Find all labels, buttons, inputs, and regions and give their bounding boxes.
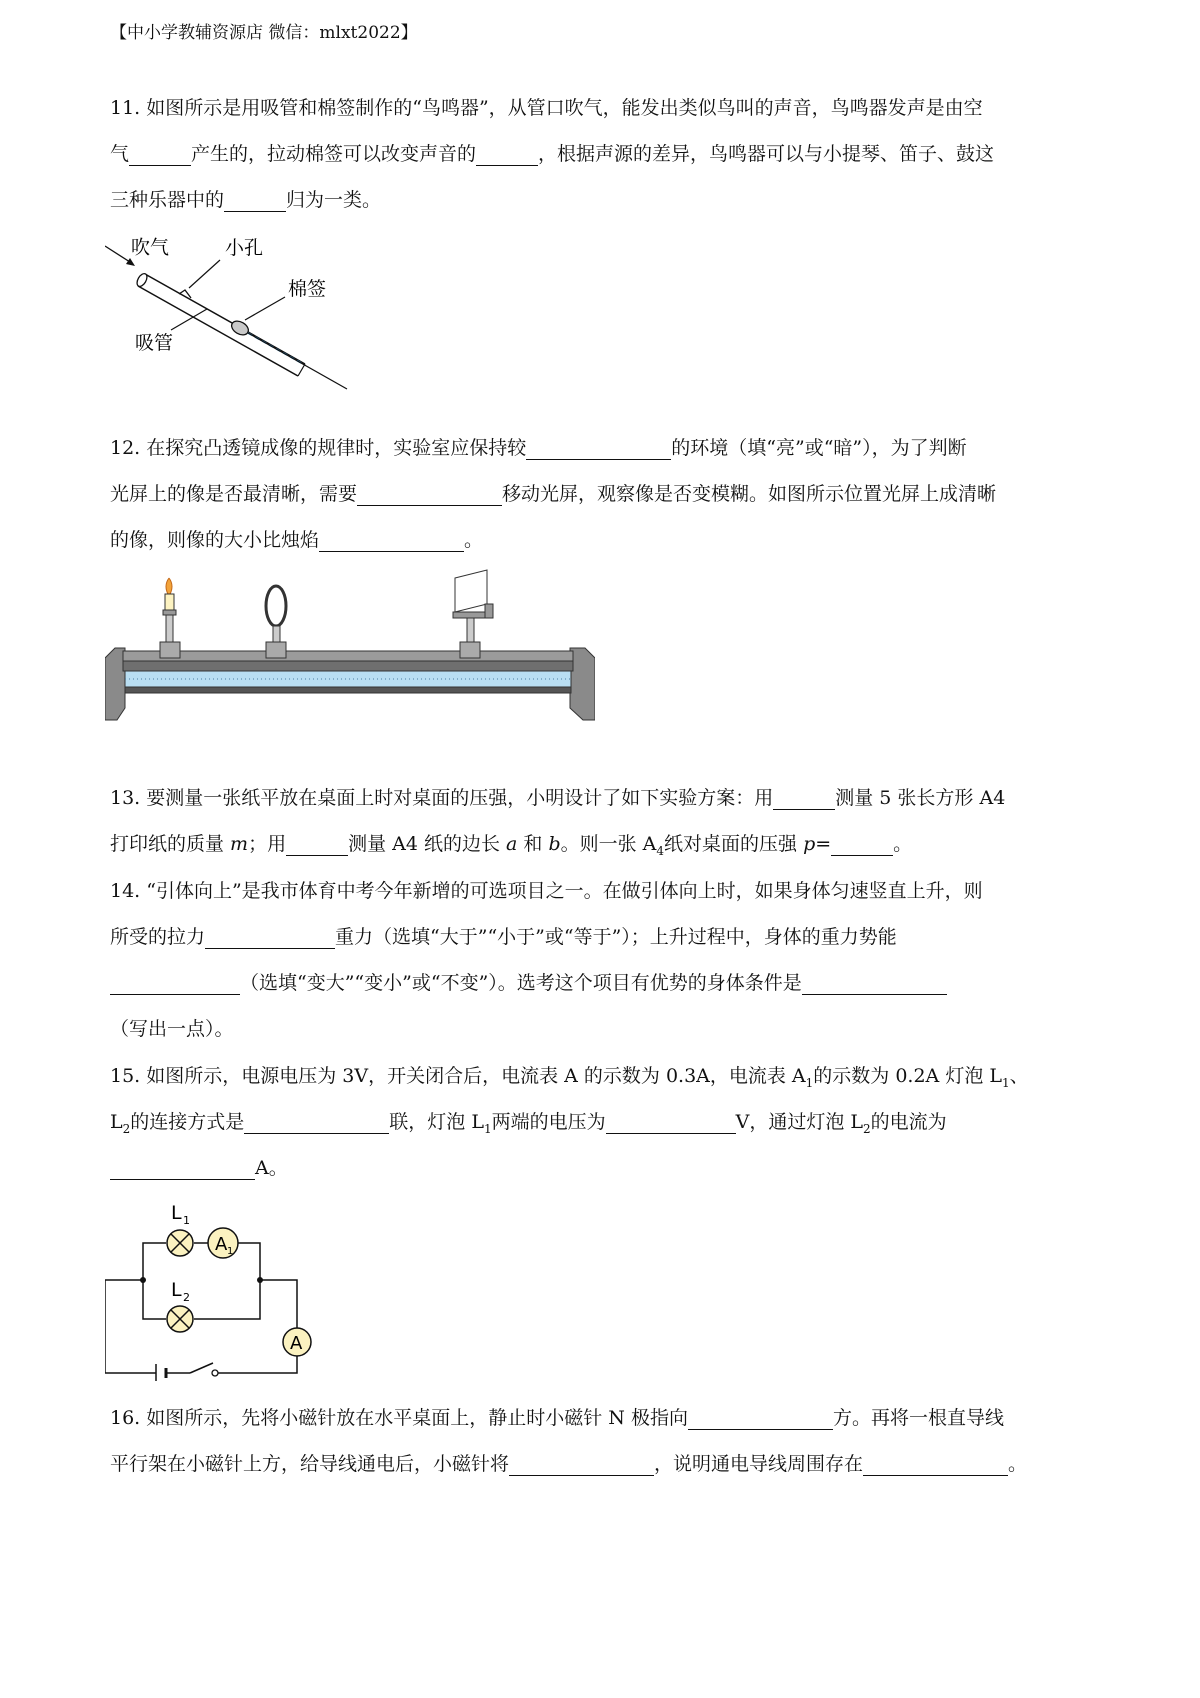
answer-blank[interactable] [357,475,502,506]
q14-line4: （写出一点）。 [110,1018,234,1040]
label-l1 [171,1202,190,1227]
answer-blank[interactable] [244,1103,389,1134]
optical-bench-rail [105,648,595,720]
circuit-figure [105,1196,345,1381]
q15-line3: A。 [110,1145,1100,1191]
answer-blank[interactable] [526,429,671,460]
lamp-l2-icon [167,1306,193,1332]
question-12 [110,425,1100,563]
switch-icon [190,1363,218,1376]
q12-line1: 12. 在探究凸透镜成像的规律时，实验室应保持较 的环境（填“亮”或“暗”），为了判断 [110,425,1100,471]
q15-line1: 15. 如图所示，电源电压为 3V，开关闭合后，电流表 A 的示数为 0.3A，电流表 $A_1$的示数为 0.2A 灯泡 $L_1$、 [110,1065,1029,1090]
answer-blank[interactable] [773,779,835,810]
q13-line1: 13. 要测量一张纸平放在桌面上时对桌面的压强，小明设计了如下实验方案：用 测量 5 张长方形 A4 [110,775,1100,821]
convex-lens-icon [266,586,286,658]
answer-blank[interactable] [476,135,538,166]
optical-bench-figure [105,568,595,723]
ammeter-a-icon [283,1328,311,1356]
answer-blank[interactable] [286,825,348,856]
svg-text:1: 1 [227,1246,234,1257]
svg-text:2: 2 [183,1291,190,1304]
label-blow: 吹气 [131,236,170,259]
bird-whistle-figure [105,232,405,422]
battery-icon [156,1364,166,1381]
label-l2 [171,1279,190,1304]
svg-text:A: A [290,1333,303,1354]
question-16 [110,1395,1100,1487]
junction-dot [140,1277,146,1283]
label-straw: 吸管 [135,332,174,354]
q11-line1: 11. 如图所示是用吸管和棉签制作的“鸟鸣器”，从管口吹气，能发出类似鸟叫的声音，鸟鸣器发声是由空 [110,97,983,119]
label-swab: 棉签 [288,278,327,300]
answer-blank[interactable] [205,918,335,949]
ammeter-a1-icon [208,1228,238,1258]
svg-text:L: L [171,1279,182,1301]
answer-blank[interactable] [831,825,893,856]
answer-blank[interactable] [688,1399,833,1430]
candle-icon [160,578,180,658]
question-14 [110,868,1100,1052]
page-header: 【中小学教辅资源店 微信：mlxt2022】 [110,23,418,43]
svg-text:1: 1 [183,1214,190,1227]
q11-line2: 气 产生的，拉动棉签可以改变声音的 ，根据声源的差异，鸟鸣器可以与小提琴、笛子、鼓这 [110,131,1100,177]
answer-blank[interactable] [224,181,286,212]
question-15 [110,1053,1100,1191]
q11-line3: 三种乐器中的 归为一类。 [110,177,1100,223]
q13-line2: 打印纸的质量 m；用 测量 A4 纸的边长 a 和 b。则一张 $A_4$纸对桌面的压强 p= 。 [110,821,1100,867]
answer-blank[interactable] [129,135,191,166]
answer-blank[interactable] [606,1103,736,1134]
question-11 [110,85,1100,223]
svg-text:L: L [171,1202,182,1224]
q14-line3: （选填“变大”“变小”或“不变”）。选考这个项目有优势的身体条件是 [110,960,1100,1006]
light-screen-icon [453,570,493,658]
svg-text:A: A [215,1234,228,1255]
lamp-l1-icon [167,1230,193,1256]
q16-line2: 平行架在小磁针上方，给导线通电后，小磁针将 ，说明通电导线周围存在 。 [110,1441,1100,1487]
answer-blank[interactable] [863,1445,1008,1476]
answer-blank[interactable] [110,964,240,995]
q16-line1: 16. 如图所示，先将小磁针放在水平桌面上，静止时小磁针 N 极指向 方。再将一根直导线 [110,1395,1100,1441]
q14-line2: 所受的拉力 重力（选填“大于”“小于”或“等于”）；上升过程中，身体的重力势能 [110,914,1100,960]
answer-blank[interactable] [319,521,464,552]
q15-line2: $L_2$的连接方式是 联，灯泡 $L_1$两端的电压为 V，通过灯泡 $L_2$的电流为 [110,1099,1100,1145]
q12-line2: 光屏上的像是否最清晰，需要 移动光屏，观察像是否变模糊。如图所示位置光屏上成清晰 [110,471,1100,517]
q14-line1: 14. “引体向上”是我市体育中考今年新增的可选项目之一。在做引体向上时，如果身体匀速竖直上升，则 [110,880,983,902]
question-13 [110,775,1100,867]
junction-dot [257,1277,263,1283]
label-hole: 小孔 [225,237,264,259]
answer-blank[interactable] [110,1149,255,1180]
answer-blank[interactable] [509,1445,654,1476]
q12-line3: 的像，则像的大小比烛焰 。 [110,517,1100,563]
circuit-wires [105,1243,297,1373]
answer-blank[interactable] [802,964,947,995]
